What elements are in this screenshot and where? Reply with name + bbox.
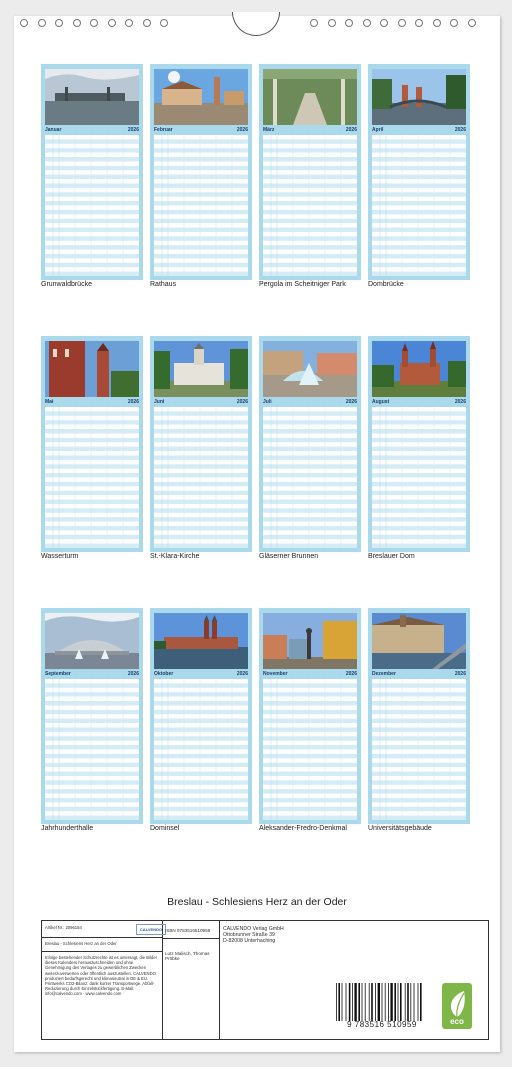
month-name: Dezember [372,671,396,677]
product-title: Breslau - Schlesiens Herz an der Oder [45,941,117,946]
month-page [150,608,252,824]
month-photo [154,69,248,125]
calvendo-logo: CALVENDO [136,924,166,935]
month-page [259,64,361,280]
month-name: August [372,399,390,405]
binding-hole [108,19,116,27]
month-photo [372,613,466,669]
binding-hole [363,19,371,27]
month-year: 2026 [454,399,466,405]
month-name: April [372,127,384,133]
month-name: Oktober [154,671,174,677]
publisher-street: Ottobrunner Straße 39 [223,932,275,938]
month-header [372,670,466,678]
binding-hole [38,19,46,27]
calendar-subtitle: Breslau - Schlesiens Herz an der Oder [167,896,347,908]
month-header [45,670,139,678]
month-header [154,126,248,134]
barcode [334,983,430,1031]
binding-hole [380,19,388,27]
month-photo [372,341,466,397]
month-name: Februar [154,127,173,133]
month-caption: Breslauer Dom [368,553,415,560]
month-header [372,126,466,134]
month-caption: Universitätsgebäude [368,825,432,832]
binding-hole [450,19,458,27]
binding-hole [160,19,168,27]
month-name: Juni [154,399,165,405]
month-header [45,126,139,134]
month-caption: St.-Klara-Kirche [150,553,200,560]
month-name: März [263,127,275,133]
article-number: Artikel Nr.: 2096184 [45,925,82,930]
day-grid [154,135,248,276]
month-year: 2026 [454,671,466,677]
author: Lutz Malisch, Thomas Pröbke [165,951,210,962]
month-photo [45,341,139,397]
binding-hole [345,19,353,27]
publisher-city: D-82008 Unterhaching [223,938,276,944]
month-page [41,336,143,552]
month-photo [45,613,139,669]
month-caption: Grunwaldbrücke [41,281,92,288]
month-caption: Dominsel [150,825,180,832]
month-caption: Pergola im Scheitniger Park [259,281,346,288]
month-page [150,64,252,280]
month-header [263,670,357,678]
month-header [263,126,357,134]
month-page [150,336,252,552]
publisher-name: CALVENDO Verlag GmbH [223,926,284,932]
eco-badge [442,983,472,1029]
month-year: 2026 [127,399,139,405]
month-caption: Wasserturm [41,553,79,560]
month-year: 2026 [345,127,357,133]
month-photo [372,69,466,125]
month-photo [154,613,248,669]
day-grid [263,679,357,820]
day-grid [45,135,139,276]
binding-hole [90,19,98,27]
month-name: Mai [45,399,54,405]
month-caption: Dombrücke [368,281,404,288]
month-page [259,608,361,824]
month-name: September [45,671,71,677]
month-page [259,336,361,552]
binding-hole [433,19,441,27]
binding-hole [415,19,423,27]
month-name: November [263,671,288,677]
binding-hole [143,19,151,27]
binding-hole [310,19,318,27]
month-year: 2026 [127,127,139,133]
month-header [45,398,139,406]
day-grid [154,407,248,548]
calendar-sheet [14,16,500,1052]
month-name: Januar [45,127,62,133]
day-grid [263,407,357,548]
binding-hole [20,19,28,27]
month-photo [263,69,357,125]
month-year: 2026 [236,671,248,677]
isbn: ISBN 9783516510959 [165,928,211,933]
month-page [368,64,470,280]
day-grid [154,679,248,820]
month-year: 2026 [345,671,357,677]
day-grid [372,407,466,548]
month-year: 2026 [236,399,248,405]
month-header [154,670,248,678]
month-header [154,398,248,406]
month-header [372,398,466,406]
day-grid [372,135,466,276]
month-page [41,608,143,824]
legal-text: Infolge bestehender Schutzrechte ist es untersagt, die Bilder dieses Kalenders herauszuschneiden und ohne Genehmigung des Verlages zu gewerblichen Zwecken weiterzuverwerten oder öffentlich auszustellen. CALVENDO produziert bedarfsgerecht und klimaneutral in DE & EU. Printwerks CO2-Bilanz: dank kurzer Transportwege. Abfall-Reduzierung durch Einzelstückfertigung. E-Mail: info@calvendo.com · www.calvendo.com [45,955,157,997]
month-photo [263,613,357,669]
month-page [368,336,470,552]
month-year: 2026 [345,399,357,405]
day-grid [45,407,139,548]
month-page [368,608,470,824]
month-photo [263,341,357,397]
binding-hole [398,19,406,27]
binding-hole [125,19,133,27]
month-photo [154,341,248,397]
month-year: 2026 [236,127,248,133]
month-header [263,398,357,406]
binding-hole [55,19,63,27]
binding-hole [328,19,336,27]
month-name: Juli [263,399,272,405]
day-grid [45,679,139,820]
barcode-number: 9 783516 510959 [347,1020,417,1029]
month-caption: Gläserner Brunnen [259,553,319,560]
month-caption: Rathaus [150,281,177,288]
month-caption: Jahrhunderthalle [41,825,94,832]
month-photo [45,69,139,125]
month-caption: Aleksander-Fredro-Denkmal [259,825,347,832]
month-year: 2026 [454,127,466,133]
month-page [41,64,143,280]
binding-hole [73,19,81,27]
eco-label: eco [450,1017,464,1026]
info-box [41,920,489,1040]
day-grid [263,135,357,276]
month-year: 2026 [127,671,139,677]
day-grid [372,679,466,820]
binding-hole [468,19,476,27]
